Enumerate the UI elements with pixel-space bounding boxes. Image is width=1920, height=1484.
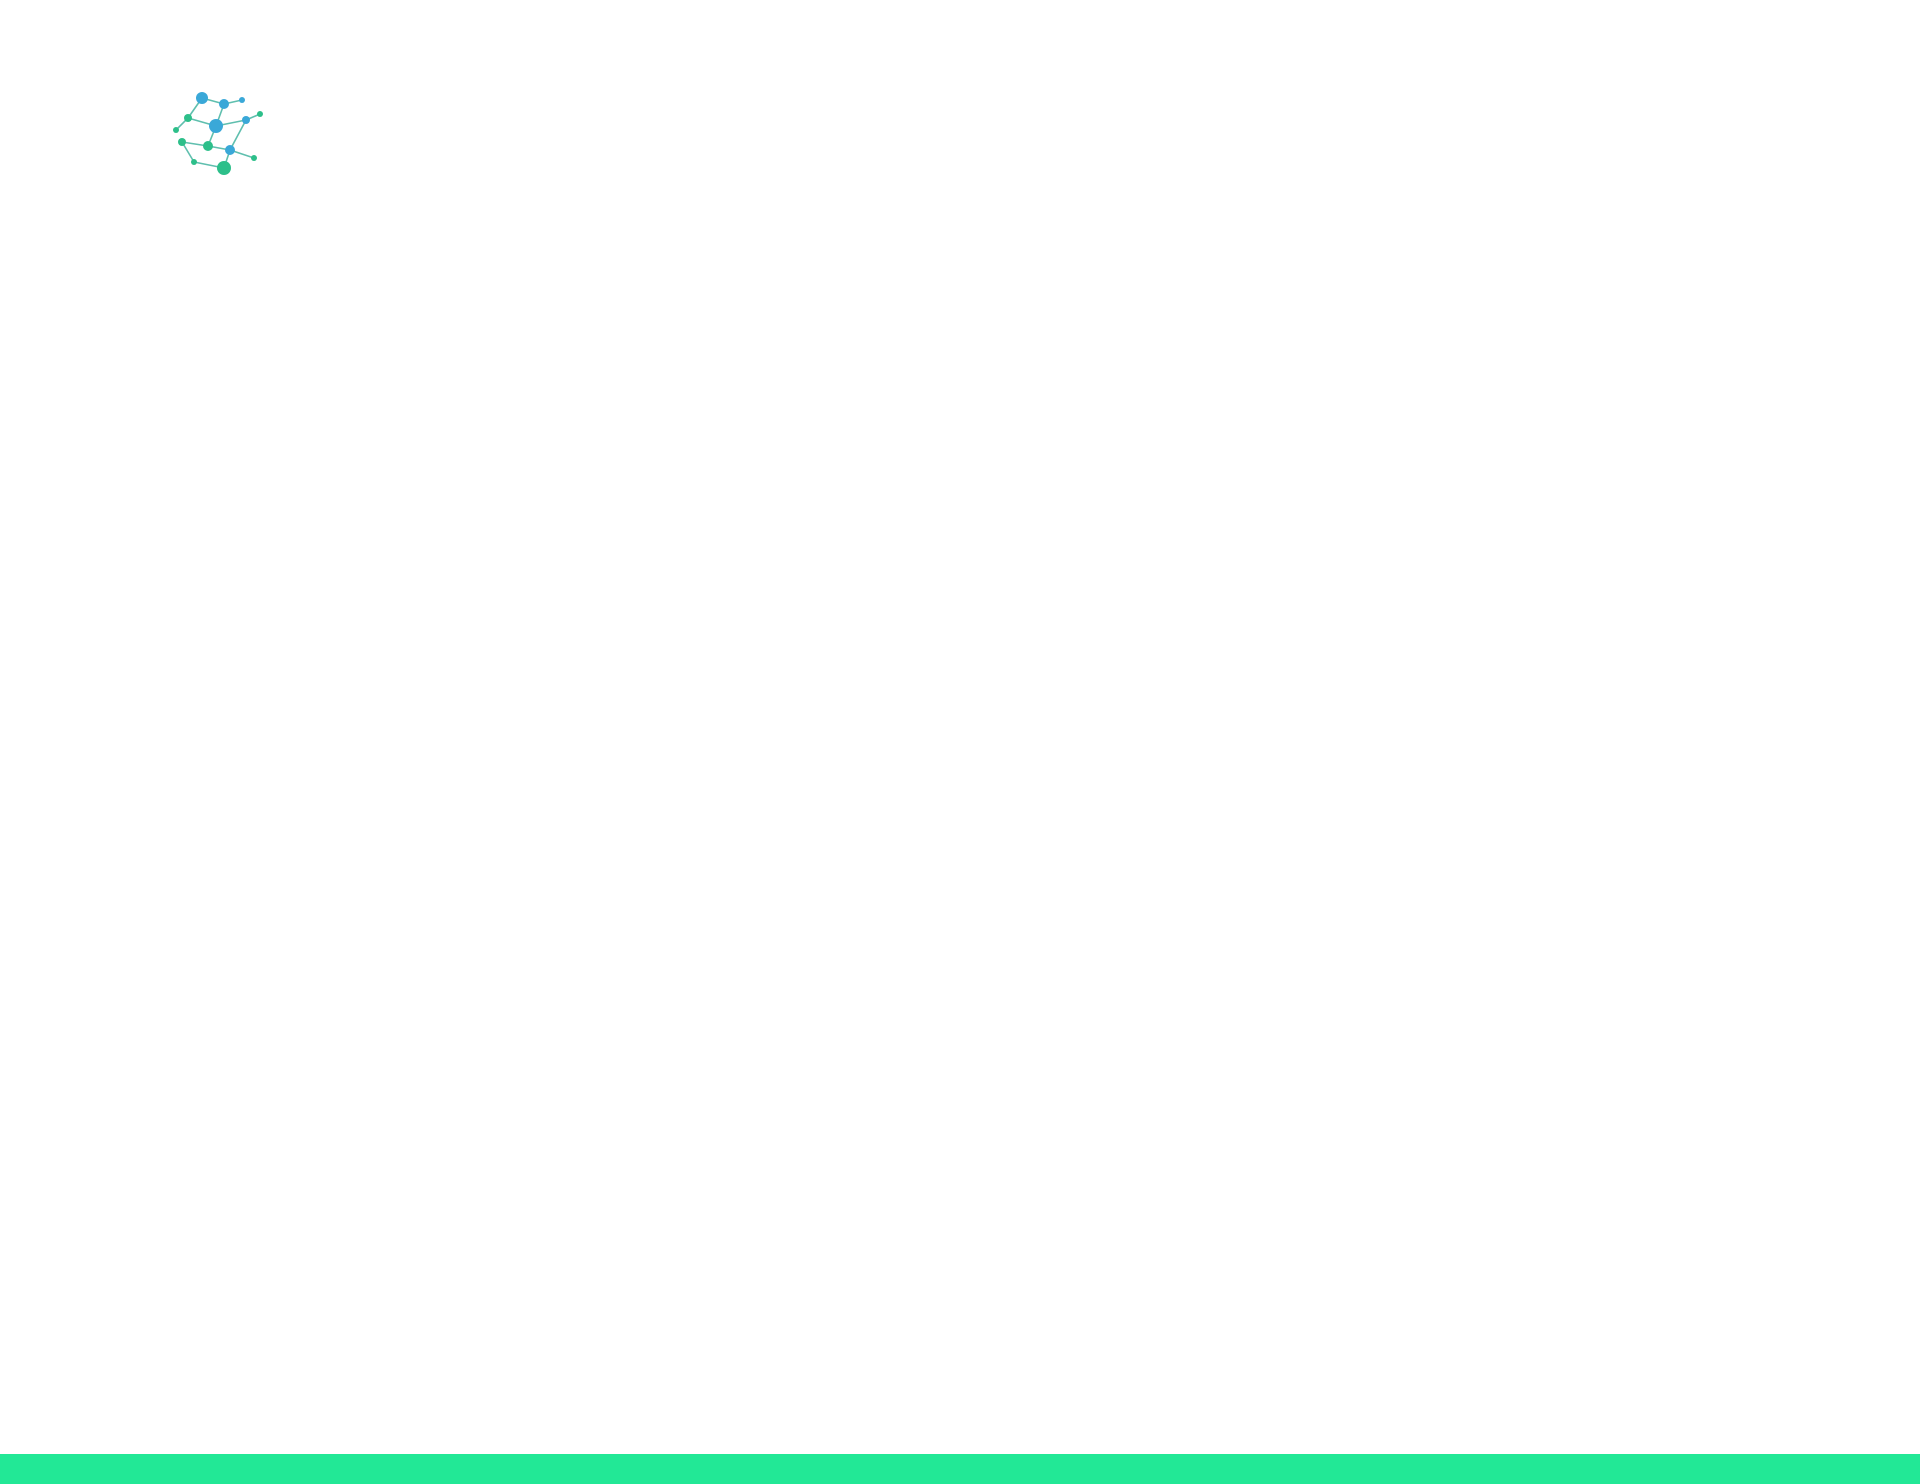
molecule-network-icon	[172, 90, 268, 176]
mission-lisa-logo	[172, 86, 872, 206]
donut-svg	[1100, 420, 1700, 900]
gender-donut-chart	[1100, 420, 1700, 900]
bottom-accent-bar	[0, 1454, 1920, 1484]
